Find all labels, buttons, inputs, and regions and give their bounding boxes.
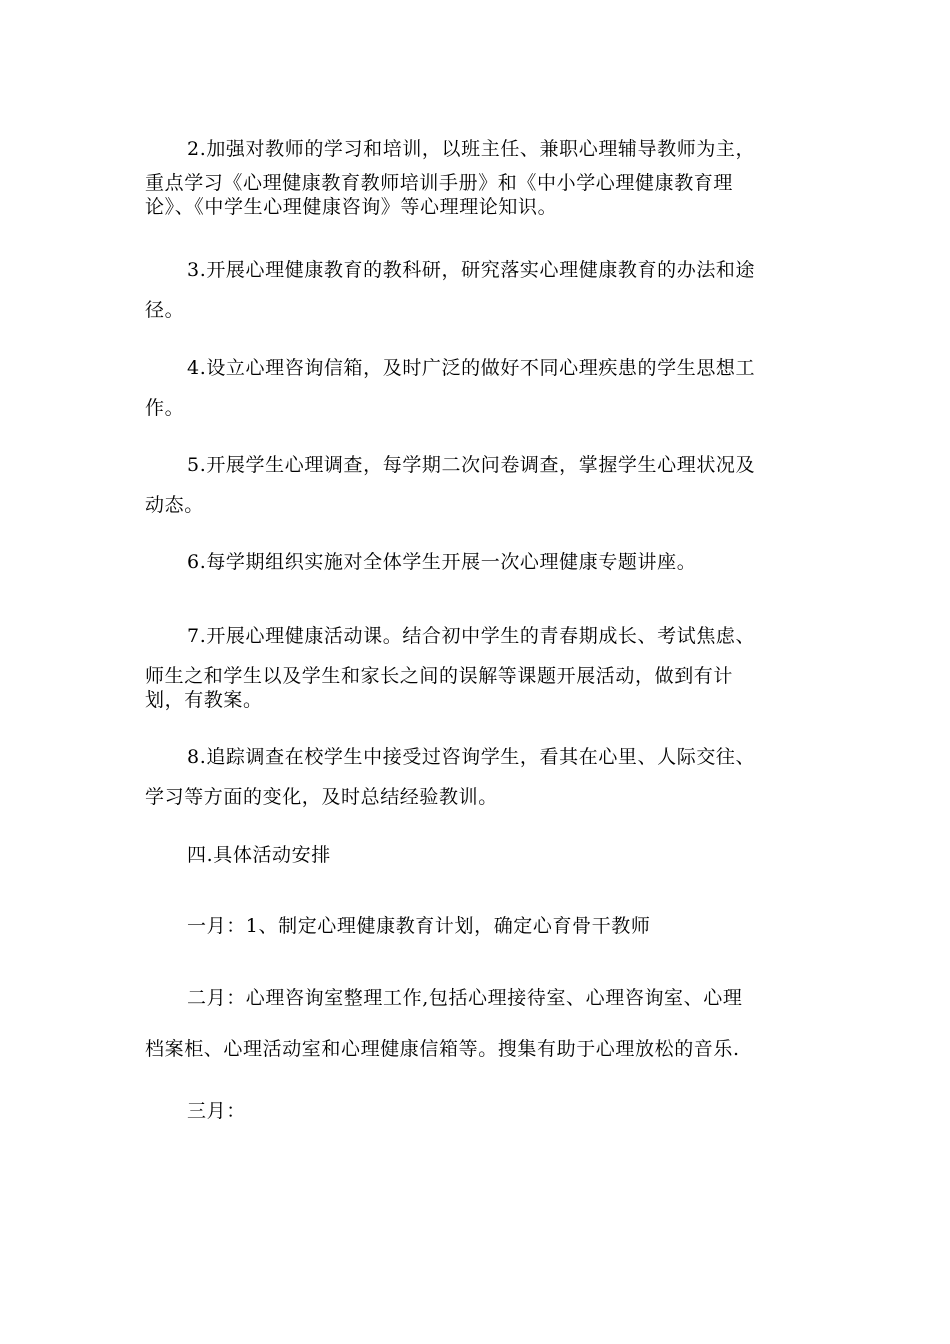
paragraph-line: 二月：心理咨询室整理工作,包括心理接待室、心理咨询室、心理 — [187, 987, 743, 1009]
paragraph-line: 6.每学期组织实施对全体学生开展一次心理健康专题讲座。 — [187, 551, 697, 573]
paragraph-line: 5.开展学生心理调查，每学期二次问卷调查，掌握学生心理状况及 — [187, 454, 756, 476]
paragraph-item-5 — [145, 453, 805, 517]
paragraph-item-2 — [145, 137, 805, 219]
paragraph-february — [145, 986, 805, 1061]
paragraph-line: 8.追踪调查在校学生中接受过咨询学生，看其在心里、人际交往、 — [187, 746, 756, 768]
paragraph-line: 2.加强对教师的学习和培训，以班主任、兼职心理辅导教师为主， — [187, 138, 756, 160]
paragraph-line: 三月： — [187, 1100, 246, 1122]
paragraph-line: 7.开展心理健康活动课。结合初中学生的青春期成长、考试焦虑、 — [187, 625, 756, 647]
paragraph-line: 4.设立心理咨询信箱，及时广泛的做好不同心理疾患的学生思想工 — [187, 357, 756, 379]
paragraph-line: 重点学习《心理健康教育教师培训手册》和《中小学心理健康教育理 — [145, 172, 734, 194]
section-heading-activity-schedule — [145, 843, 805, 867]
paragraph-line: 四.具体活动安排 — [187, 844, 331, 866]
paragraph-line: 3.开展心理健康教育的教科研，研究落实心理健康教育的办法和途 — [187, 259, 756, 281]
paragraph-item-7 — [145, 624, 805, 712]
paragraph-line: 档案柜、心理活动室和心理健康信箱等。搜集有助于心理放松的音乐. — [145, 1038, 740, 1060]
paragraph-line: 动态。 — [145, 494, 204, 516]
paragraph-item-3 — [145, 258, 805, 322]
paragraph-item-4 — [145, 356, 805, 420]
paragraph-line: 划，有教案。 — [145, 689, 263, 711]
paragraph-line: 论》、《中学生心理健康咨询》等心理理论知识。 — [145, 196, 558, 218]
paragraph-line: 师生之和学生以及学生和家长之间的误解等课题开展活动，做到有计 — [145, 665, 734, 687]
paragraph-march — [145, 1099, 805, 1123]
paragraph-item-8 — [145, 745, 805, 809]
paragraph-item-6 — [145, 550, 805, 574]
paragraph-line: 学习等方面的变化，及时总结经验教训。 — [145, 786, 498, 808]
paragraph-line: 径。 — [145, 299, 185, 321]
paragraph-january — [145, 914, 805, 938]
paragraph-line: 作。 — [145, 397, 185, 419]
paragraph-line: 一月：1、制定心理健康教育计划，确定心育骨干教师 — [187, 915, 651, 937]
